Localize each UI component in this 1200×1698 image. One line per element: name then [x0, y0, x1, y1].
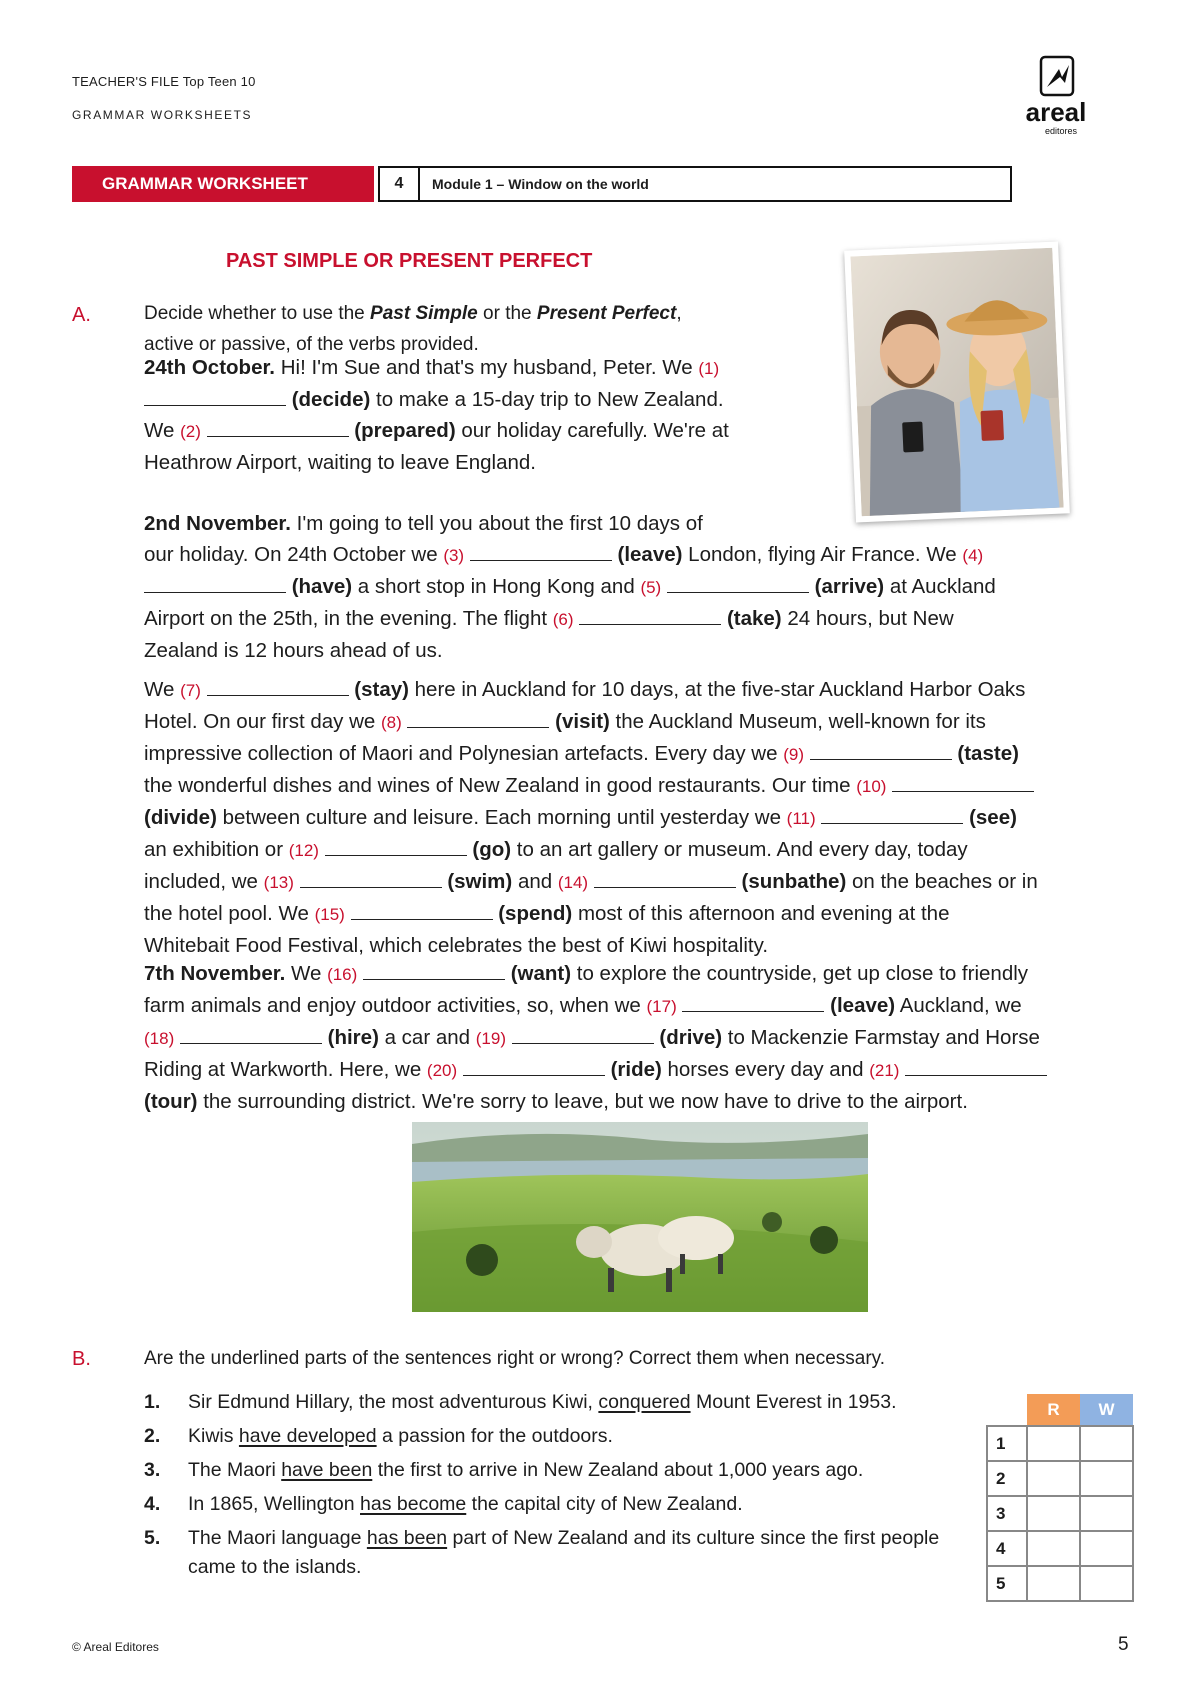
blank-16[interactable]	[363, 960, 505, 980]
blank-7[interactable]	[207, 676, 349, 696]
entry-auckland-stay: We (7) (stay) here in Auckland for 10 days, at the five-star Auckland Harbor Oaks Hotel. On our first day we (8) (visit) the Auckland Museum, well-known for its impressive collection of Maori and Polynesian artefacts. Every day we (9) (taste) the wonderful dishes and wines of New Zealand in good restaurants. Our time (10) (divide) between culture and leisure. Each morning until yesterday we (11) (see) an exhibition or (12) (go) to an art gallery or museum. And every day, today included, we (13) (swim) and (14) (sunbathe) on the beaches or in the hotel pool. We (15) (spend) most of this afternoon and evening at the Whitebait Food Festival, which celebrates the best of Kiwi hospitality.	[144, 678, 1038, 957]
blank-14[interactable]	[594, 868, 736, 888]
list-item: 4. In 1865, Wellington has become the capital city of New Zealand.	[144, 1493, 743, 1515]
w-cell[interactable]	[1080, 1461, 1133, 1496]
worksheet-number: 4	[378, 166, 420, 202]
table-row	[987, 1566, 1133, 1601]
worksheet-banner	[72, 166, 1012, 202]
areal-logo	[1015, 55, 1097, 137]
r-cell[interactable]	[1027, 1496, 1080, 1531]
table-row	[987, 1426, 1133, 1461]
blank-11[interactable]	[821, 804, 963, 824]
blank-5[interactable]	[667, 573, 809, 593]
row-number: 5	[987, 1566, 1027, 1601]
table-row	[987, 1496, 1133, 1531]
module-title: Module 1 – Window on the world	[420, 166, 1012, 202]
list-item: 3. The Maori have been the first to arrive in New Zealand about 1,000 years ago.	[144, 1459, 864, 1481]
r-cell[interactable]	[1027, 1426, 1080, 1461]
blank-8[interactable]	[407, 708, 549, 728]
section-b-letter: B.	[72, 1348, 91, 1370]
entry-7th-november: 7th November. We (16) (want) to explore the countryside, get up close to friendly farm animals and enjoy outdoor activities, so, when we (17) (leave) Auckland, we (18) (hire) a car and (19) (drive) to Mackenzie Farmstay and Horse Riding at Warkworth. Here, we (20) (ride) horses every day and (21) (tour) the surrounding district. We're sorry to leave, but we now have to drive to the airport.	[144, 958, 1144, 1117]
worksheet-label: GRAMMAR WORKSHEET	[72, 166, 374, 202]
blank-13[interactable]	[300, 868, 442, 888]
w-cell[interactable]	[1080, 1426, 1133, 1461]
sheep-landscape-photo	[412, 1122, 868, 1312]
table-row	[987, 1531, 1133, 1566]
row-number: 2	[987, 1461, 1027, 1496]
blank-18[interactable]	[180, 1024, 322, 1044]
blank-20[interactable]	[463, 1056, 605, 1076]
blank-6[interactable]	[579, 605, 721, 625]
right-wrong-table	[986, 1394, 1134, 1602]
section-a-letter: A.	[72, 304, 91, 326]
blank-10[interactable]	[892, 772, 1034, 792]
section-b-instruction: Are the underlined parts of the sentences right or wrong? Correct them when necessary.	[144, 1348, 886, 1369]
page-number: 5	[1118, 1634, 1129, 1655]
grammar-worksheets-line: GRAMMAR WORKSHEETS	[72, 108, 253, 122]
blank-9[interactable]	[810, 740, 952, 760]
entry-2nd-november: 2nd November. I'm going to tell you about the first 10 days of our holiday. On 24th October we (3) (leave) London, flying Air France. We (4) (have) a short stop in Hong Kong and (5) (arrive) at Auckland Airport on the 25th, in the evening. The flight (6) (take) 24 hours, but New Zealand is 12 hours ahead of us.	[144, 512, 996, 662]
w-cell[interactable]	[1080, 1531, 1133, 1566]
logo-subtext: editores	[1044, 126, 1078, 136]
table-row	[987, 1461, 1133, 1496]
column-w-header: W	[1080, 1394, 1133, 1426]
w-cell[interactable]	[1080, 1496, 1133, 1531]
couple-photo	[844, 241, 1070, 522]
blank-21[interactable]	[905, 1056, 1047, 1076]
blank-4[interactable]	[144, 573, 286, 593]
row-number: 4	[987, 1531, 1027, 1566]
r-cell[interactable]	[1027, 1461, 1080, 1496]
blank-1[interactable]	[144, 386, 286, 406]
list-item: 5. The Maori language has been part of New Zealand and its culture since the first people came to the islands.	[144, 1527, 940, 1578]
w-cell[interactable]	[1080, 1566, 1133, 1601]
blank-3[interactable]	[470, 541, 612, 561]
sentence-list	[144, 1388, 1008, 1587]
entry-24th-october: 24th October. Hi! I'm Sue and that's my husband, Peter. We (1) (decide) to make a 15-day trip to New Zealand. We (2) (prepared) our holiday carefully. We're at Heathrow Airport, waiting to leave England.	[144, 356, 729, 474]
list-item: 1. Sir Edmund Hillary, the most adventurous Kiwi, conquered Mount Everest in 1953.	[144, 1391, 897, 1413]
r-cell[interactable]	[1027, 1531, 1080, 1566]
teachers-file-line: TEACHER'S FILE Top Teen 10	[72, 74, 256, 89]
row-number: 3	[987, 1496, 1027, 1531]
column-r-header: R	[1027, 1394, 1080, 1426]
blank-17[interactable]	[682, 992, 824, 1012]
r-cell[interactable]	[1027, 1566, 1080, 1601]
section-a-instruction: Decide whether to use the Past Simple or the Present Perfect, active or passive, of the verbs provided.	[144, 303, 682, 355]
list-item: 2. Kiwis have developed a passion for the outdoors.	[144, 1425, 613, 1447]
blank-12[interactable]	[325, 836, 467, 856]
blank-2[interactable]	[207, 417, 349, 437]
row-number: 1	[987, 1426, 1027, 1461]
page-title: PAST SIMPLE OR PRESENT PERFECT	[226, 250, 593, 272]
logo-text: areal	[1025, 97, 1087, 127]
blank-19[interactable]	[512, 1024, 654, 1044]
copyright: © Areal Editores	[72, 1640, 159, 1654]
blank-15[interactable]	[351, 900, 493, 920]
